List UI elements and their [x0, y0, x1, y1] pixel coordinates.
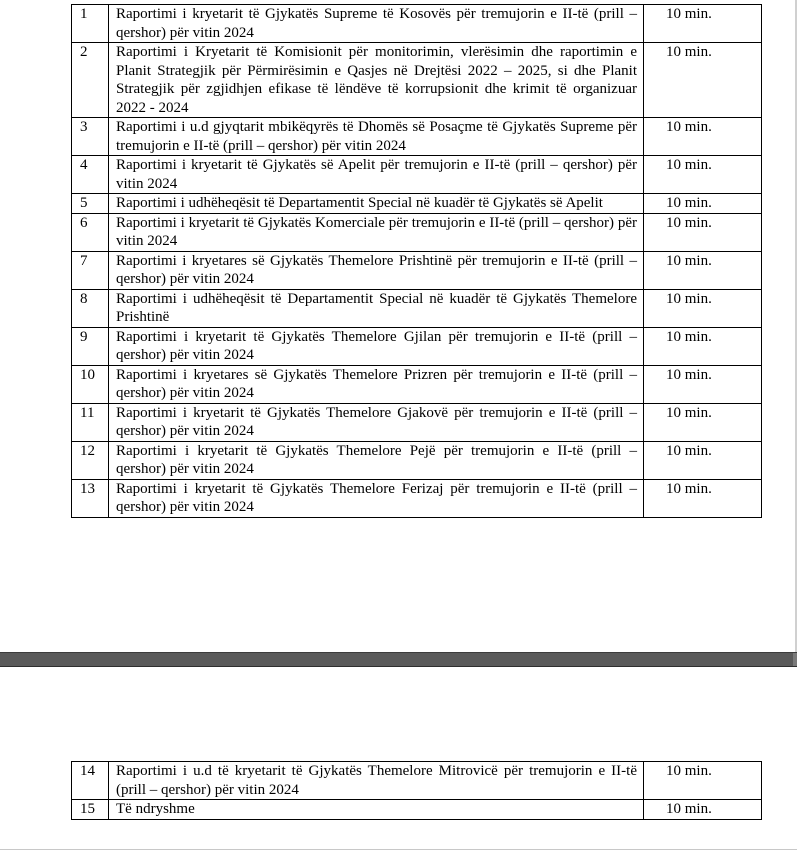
page-break-divider — [0, 652, 797, 667]
agenda-item-number: 14 — [72, 762, 109, 800]
page-bottom-edge — [0, 849, 797, 850]
agenda-row — [72, 118, 762, 156]
agenda-item-text: Të ndryshme — [109, 800, 644, 820]
agenda-item-duration: 10 min. — [644, 194, 762, 214]
agenda-item-text: Raportimi i kryetarit të Gjykatës Komerciale për tremujorin e II-të (prill – qershor) për vitin 2024 — [109, 213, 644, 251]
agenda-item-number: 6 — [72, 213, 109, 251]
agenda-item-duration: 10 min. — [644, 5, 762, 43]
agenda-row — [72, 365, 762, 403]
agenda-item-text: Raportimi i kryetarit të Gjykatës Themelore Gjilan për tremujorin e II-të (prill – qershor) për vitin 2024 — [109, 327, 644, 365]
agenda-item-text: Raportimi i u.d të kryetarit të Gjykatës Themelore Mitrovicë për tremujorin e II-të (prill – qershor) për vitin 2024 — [109, 762, 644, 800]
agenda-row — [72, 800, 762, 820]
agenda-item-number: 12 — [72, 441, 109, 479]
agenda-item-duration: 10 min. — [644, 289, 762, 327]
agenda-table-body — [72, 5, 762, 518]
agenda-item-text: Raportimi i kryetarit të Gjykatës Themelore Pejë për tremujorin e II-të (prill – qershor) për vitin 2024 — [109, 441, 644, 479]
agenda-item-duration: 10 min. — [644, 479, 762, 517]
agenda-item-number: 3 — [72, 118, 109, 156]
agenda-item-number: 10 — [72, 365, 109, 403]
agenda-item-number: 9 — [72, 327, 109, 365]
agenda-row — [72, 194, 762, 214]
agenda-item-number: 5 — [72, 194, 109, 214]
agenda-item-duration: 10 min. — [644, 403, 762, 441]
agenda-item-text: Raportimi i udhëheqësit të Departamentit Special në kuadër të Gjykatës Themelore Prishtinë — [109, 289, 644, 327]
agenda-item-text: Raportimi i kryetarit të Gjykatës së Apelit për tremujorin e II-të (prill – qershor) për vitin 2024 — [109, 156, 644, 194]
agenda-item-duration: 10 min. — [644, 213, 762, 251]
agenda-item-text: Raportimi i kryetarit të Gjykatës Themelore Ferizaj për tremujorin e II-të (prill – qershor) për vitin 2024 — [109, 479, 644, 517]
agenda-item-number: 13 — [72, 479, 109, 517]
agenda-item-duration: 10 min. — [644, 156, 762, 194]
agenda-item-duration: 10 min. — [644, 762, 762, 800]
agenda-item-number: 8 — [72, 289, 109, 327]
agenda-table-body — [72, 762, 762, 820]
agenda-item-text: Raportimi i udhëheqësit të Departamentit Special në kuadër të Gjykatës së Apelit — [109, 194, 644, 214]
agenda-item-duration: 10 min. — [644, 365, 762, 403]
agenda-row — [72, 403, 762, 441]
agenda-row — [72, 441, 762, 479]
agenda-table-part-2 — [71, 761, 762, 820]
agenda-item-number: 7 — [72, 251, 109, 289]
agenda-item-number: 11 — [72, 403, 109, 441]
agenda-row — [72, 5, 762, 43]
agenda-row — [72, 251, 762, 289]
agenda-item-text: Raportimi i kryetares së Gjykatës Themelore Prizren për tremujorin e II-të (prill – qershor) për vitin 2024 — [109, 365, 644, 403]
agenda-row — [72, 289, 762, 327]
agenda-item-duration: 10 min. — [644, 327, 762, 365]
agenda-row — [72, 43, 762, 118]
agenda-item-text: Raportimi i kryetarit të Gjykatës Themelore Gjakovë për tremujorin e II-të (prill – qershor) për vitin 2024 — [109, 403, 644, 441]
agenda-item-text: Raportimi i Kryetarit të Komisionit për monitorimin, vlerësimin dhe raportimin e Planit Strategjik për Përmirësimin e Qasjes në Drejtësi 2022 – 2025, si dhe Planit Strategjik për zgjidhjen efikase të lëndëve të korrupsionit dhe krimit të organizuar 2022 - 2024 — [109, 43, 644, 118]
agenda-item-text: Raportimi i u.d gjyqtarit mbikëqyrës të Dhomës së Posaçme të Gjykatës Supreme për tremujorin e II-të (prill – qershor) për vitin 2024 — [109, 118, 644, 156]
agenda-row — [72, 156, 762, 194]
agenda-item-number: 15 — [72, 800, 109, 820]
agenda-item-duration: 10 min. — [644, 251, 762, 289]
agenda-table-part-1 — [71, 4, 762, 518]
document-page-2 — [0, 667, 797, 852]
agenda-row — [72, 213, 762, 251]
agenda-item-duration: 10 min. — [644, 441, 762, 479]
agenda-item-number: 1 — [72, 5, 109, 43]
agenda-row — [72, 327, 762, 365]
agenda-item-duration: 10 min. — [644, 118, 762, 156]
agenda-row — [72, 762, 762, 800]
agenda-item-text: Raportimi i kryetares së Gjykatës Themelore Prishtinë për tremujorin e II-të (prill – qershor) për vitin 2024 — [109, 251, 644, 289]
agenda-item-text: Raportimi i kryetarit të Gjykatës Supreme të Kosovës për tremujorin e II-të (prill – qershor) për vitin 2024 — [109, 5, 644, 43]
agenda-item-number: 4 — [72, 156, 109, 194]
agenda-row — [72, 479, 762, 517]
agenda-item-number: 2 — [72, 43, 109, 118]
agenda-item-duration: 10 min. — [644, 43, 762, 118]
agenda-item-duration: 10 min. — [644, 800, 762, 820]
